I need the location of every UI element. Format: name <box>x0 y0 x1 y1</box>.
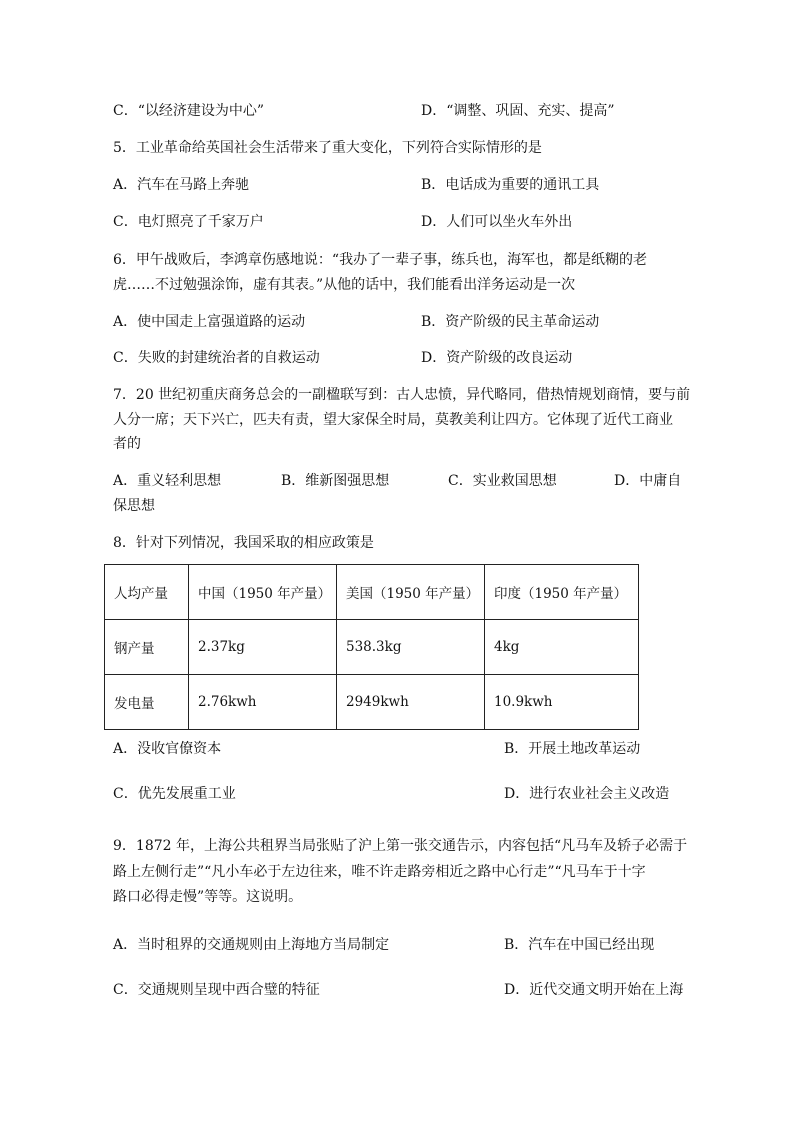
q8-option-b: B．开展土地改革运动 <box>504 741 641 757</box>
table-cell: 4kg <box>485 620 639 675</box>
q7-stem-line-2: 人分一席；天下兴亡，匹夫有责，望大家保全时局，莫教美利让四方。它体现了近代工商业 <box>113 412 673 428</box>
q9-stem-line-1: 9．1872 年，上海公共租界当局张贴了沪上第一张交通告示，内容包括“凡马车及轿子必需于 <box>113 838 688 854</box>
q8-stem: 8．针对下列情况，我国采取的相应政策是 <box>113 535 374 551</box>
q9-option-c: C．交通规则呈现中西合璧的特征 <box>113 982 320 998</box>
q7-option-d-continued: 保思想 <box>113 498 155 514</box>
q7-stem-line-1: 7．20 世纪初重庆商务总会的一副楹联写到：古人忠愤，异代略同，借热情规划商情，要与前 <box>113 387 691 403</box>
q6-option-d: D．资产阶级的改良运动 <box>421 350 573 366</box>
table-cell: 2.37kg <box>189 620 337 675</box>
table-cell: 538.3kg <box>337 620 485 675</box>
q7-option-d: D．中庸自 <box>614 473 682 489</box>
table-cell: 10.9kwh <box>485 675 639 730</box>
table-row <box>105 620 639 675</box>
q9-option-d: D．近代交通文明开始在上海 <box>504 982 684 998</box>
table-cell: 发电量 <box>105 675 189 730</box>
q8-option-d: D．进行农业社会主义改造 <box>504 786 670 802</box>
q9-option-b: B．汽车在中国已经出现 <box>504 937 655 953</box>
q5-option-b: B．电话成为重要的通讯工具 <box>421 177 600 193</box>
q5-option-d: D．人们可以坐火车外出 <box>421 214 573 230</box>
q6-option-b: B．资产阶级的民主革命运动 <box>421 314 600 330</box>
q4-option-d: D．“调整、巩固、充实、提高” <box>421 103 615 119</box>
table-cell: 钢产量 <box>105 620 189 675</box>
table-cell: 2.76kwh <box>189 675 337 730</box>
q7-option-b: B．维新图强思想 <box>281 473 390 489</box>
q6-option-a: A．使中国走上富强道路的运动 <box>113 314 306 330</box>
table-header-cell: 美国（1950 年产量） <box>337 565 485 620</box>
q4-option-c: C．“以经济建设为中心” <box>113 103 265 119</box>
q6-option-c: C．失败的封建统治者的自救运动 <box>113 350 320 366</box>
table-header-cell: 中国（1950 年产量） <box>189 565 337 620</box>
q6-stem-line-1: 6．甲午战败后，李鸿章伤感地说：“我办了一辈子事，练兵也，海军也，都是纸糊的老 <box>113 252 648 268</box>
production-table <box>104 564 639 730</box>
q8-option-c: C．优先发展重工业 <box>113 786 236 802</box>
table-header-cell: 人均产量 <box>105 565 189 620</box>
table-cell: 2949kwh <box>337 675 485 730</box>
q5-option-c: C．电灯照亮了千家万户 <box>113 214 264 230</box>
table-header-row <box>105 565 639 620</box>
q5-option-a: A．汽车在马路上奔驰 <box>113 177 250 193</box>
q6-stem-line-2: 虎……不过勉强涂饰，虚有其表。”从他的话中，我们能看出洋务运动是一次 <box>113 277 576 293</box>
q9-option-a: A．当时租界的交通规则由上海地方当局制定 <box>113 937 390 953</box>
q7-stem-line-3: 者的 <box>113 436 141 452</box>
q9-stem-line-2: 路上左侧行走”“凡小车必于左边往来，唯不许走路旁相近之路中心行走”“凡马车于十字 <box>113 864 646 880</box>
table-row <box>105 675 639 730</box>
q9-stem-line-3: 路口必得走慢”等等。这说明。 <box>113 889 303 905</box>
q7-option-c: C．实业救国思想 <box>448 473 557 489</box>
q8-option-a: A．没收官僚资本 <box>113 741 222 757</box>
q7-option-a: A．重义轻利思想 <box>113 473 222 489</box>
q5-stem: 5．工业革命给英国社会生活带来了重大变化，下列符合实际情形的是 <box>113 140 542 156</box>
table-header-cell: 印度（1950 年产量） <box>485 565 639 620</box>
